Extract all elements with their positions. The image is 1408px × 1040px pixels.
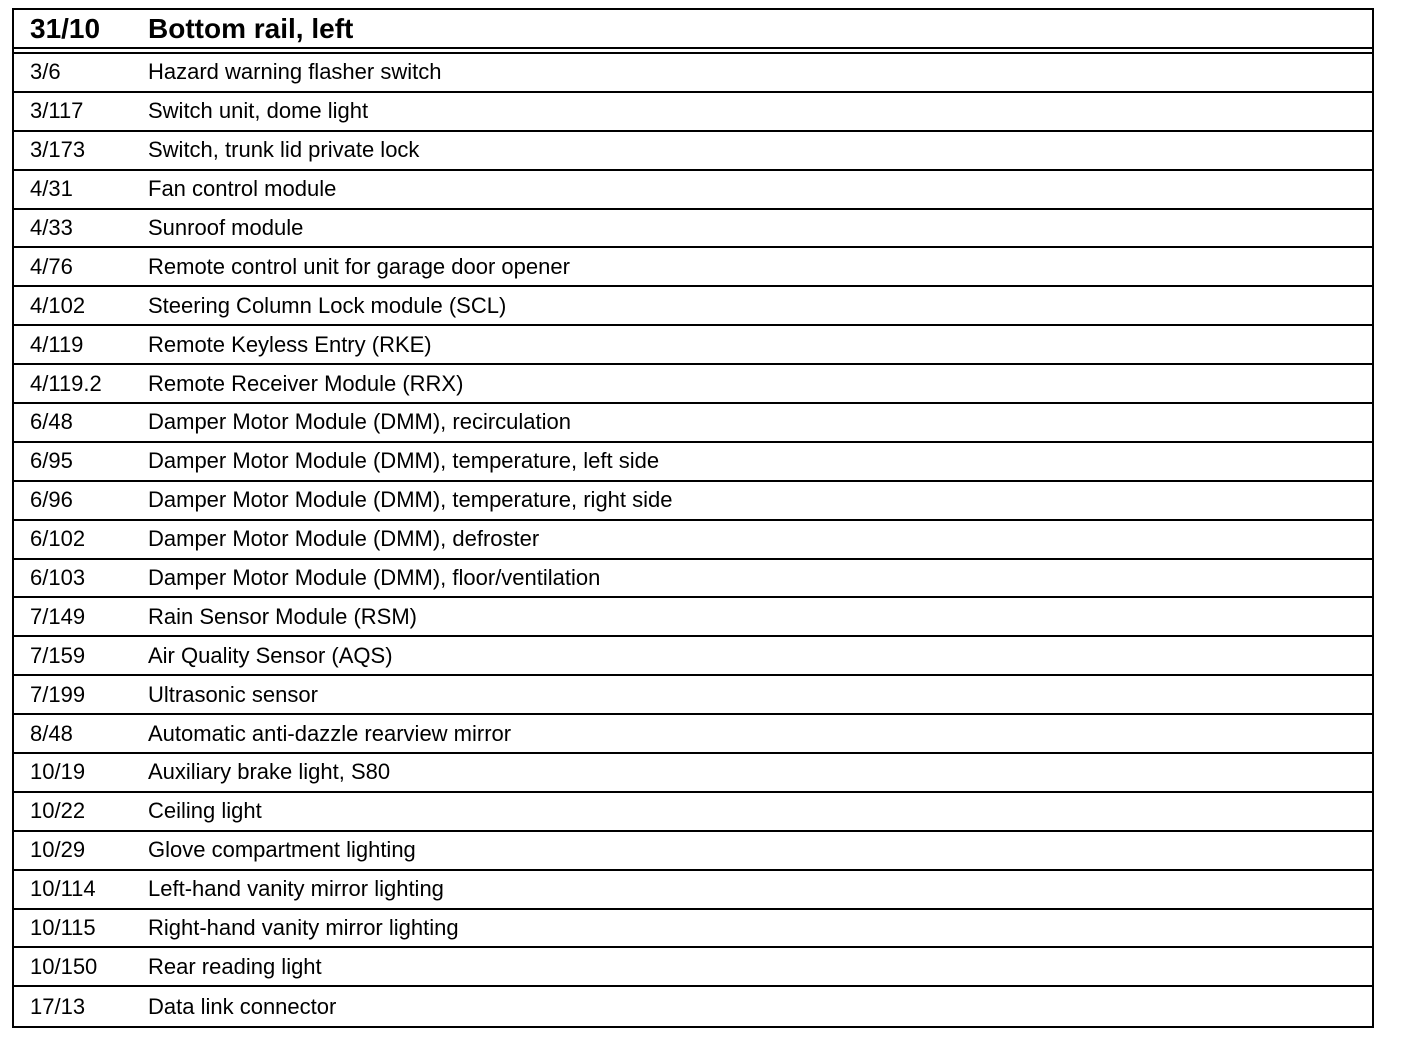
row-description: Auxiliary brake light, S80 [148,759,391,785]
row-description: Remote control unit for garage door opener [148,253,570,279]
table-header [14,10,1372,49]
row-description: Left-hand vanity mirror lighting [148,876,444,902]
table-row [14,598,1372,637]
row-code: 4/33 [30,215,73,240]
table-row [14,676,1372,715]
row-description: Ceiling light [148,798,262,824]
header-title: Bottom rail, left [148,12,354,44]
row-code: 17/13 [30,993,86,1019]
row-code: 6/102 [30,526,86,552]
row-description: Damper Motor Module (DMM), floor/ventilation [148,565,601,591]
row-description: Fan control module [148,176,337,202]
table-row [14,521,1372,560]
row-description: Hazard warning flasher switch [148,59,442,85]
row-code: 6/96 [30,487,73,513]
header-code: 31/10 [30,12,101,44]
row-description: Sunroof module [148,215,304,240]
table-row [14,248,1372,287]
row-code: 10/114 [30,876,96,902]
table-row [14,910,1372,949]
row-description: Damper Motor Module (DMM), defroster [148,526,540,552]
row-code: 3/117 [30,98,84,124]
row-code: 4/31 [30,176,73,202]
component-table [12,8,1374,1028]
row-code: 10/19 [30,759,86,785]
row-code: 7/199 [30,681,86,707]
table-row [14,326,1372,365]
row-code: 4/119 [30,331,84,357]
table-row [14,832,1372,871]
table-body [14,54,1372,1026]
row-code: 7/149 [30,603,86,629]
table-row [14,443,1372,482]
row-description: Damper Motor Module (DMM), temperature, left side [148,448,660,474]
row-code: 4/119.2 [30,370,102,396]
row-description: Switch unit, dome light [148,98,369,124]
row-description: Glove compartment lighting [148,837,416,863]
row-code: 6/95 [30,448,73,474]
table-row [14,365,1372,404]
table-row [14,93,1372,132]
table-row [14,871,1372,910]
table-row [14,793,1372,832]
table-row [14,948,1372,987]
row-code: 6/103 [30,565,86,591]
row-description: Remote Receiver Module (RRX) [148,370,464,396]
table-row [14,287,1372,326]
row-description: Remote Keyless Entry (RKE) [148,331,432,357]
row-description: Data link connector [148,993,337,1019]
table-row [14,715,1372,754]
table-row [14,987,1372,1026]
row-description: Rain Sensor Module (RSM) [148,603,417,629]
table-row [14,54,1372,93]
table-row [14,482,1372,521]
table-row [14,560,1372,599]
row-description: Air Quality Sensor (AQS) [148,642,393,668]
row-code: 8/48 [30,720,73,746]
row-description: Damper Motor Module (DMM), temperature, right side [148,487,673,513]
row-description: Damper Motor Module (DMM), recirculation [148,409,571,435]
row-code: 3/173 [30,137,86,163]
table-row [14,404,1372,443]
row-code: 3/6 [30,59,61,85]
table-row [14,132,1372,171]
table-row [14,210,1372,249]
row-description: Right-hand vanity mirror lighting [148,915,459,941]
row-code: 10/115 [30,915,96,941]
row-code: 6/48 [30,409,73,435]
row-description: Rear reading light [148,953,322,979]
row-description: Switch, trunk lid private lock [148,137,420,163]
row-code: 4/76 [30,253,73,279]
row-code: 4/102 [30,292,86,318]
row-code: 10/29 [30,837,86,863]
row-description: Automatic anti-dazzle rearview mirror [148,720,512,746]
table-row [14,171,1372,210]
row-description: Ultrasonic sensor [148,681,318,707]
row-code: 7/159 [30,642,86,668]
table-row [14,754,1372,793]
table-row [14,637,1372,676]
row-description: Steering Column Lock module (SCL) [148,292,507,318]
row-code: 10/150 [30,953,98,979]
row-code: 10/22 [30,798,86,824]
